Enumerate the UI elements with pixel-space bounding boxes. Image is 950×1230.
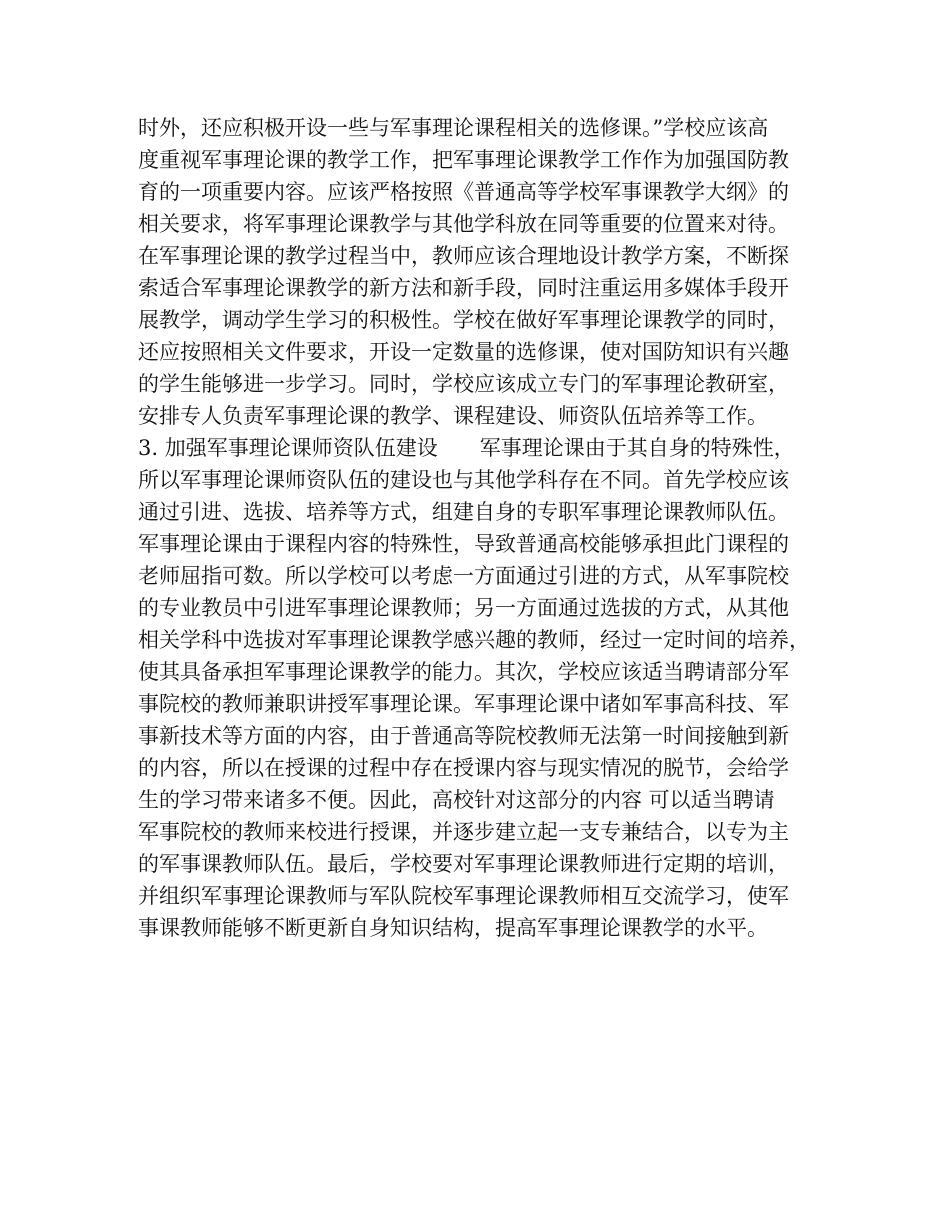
text-line: 事院校的教师兼职讲授军事理论课。军事理论课中诸如军事高科技、军	[138, 692, 789, 716]
text-line: 展教学，调动学生学习的积极性。学校在做好军事理论课教学的同时，	[138, 308, 789, 332]
text-line: 的内容，所以在授课的过程中存在授课内容与现实情况的脱节，会给学	[138, 756, 789, 780]
text-line: 索适合军事理论课教学的新方法和新手段，同时注重运用多媒体手段开	[138, 276, 789, 300]
text-line: 的学生能够进一步学习。同时，学校应该成立专门的军事理论教研室，	[138, 372, 789, 396]
text-line: 相关要求，将军事理论课教学与其他学科放在同等重要的位置来对待。	[138, 212, 789, 236]
text-line: 所以军事理论课师资队伍的建设也与其他学科存在不同。首先学校应该	[138, 468, 789, 492]
text-line: 育的一项重要内容。应该严格按照《普通高等学校军事课教学大纲》的	[138, 180, 789, 204]
text-line: 军事院校的教师来校进行授课，并逐步建立起一支专兼结合，以专为主	[138, 820, 789, 844]
text-line: 事新技术等方面的内容，由于普通高等院校教师无法第一时间接触到新	[138, 724, 789, 748]
text-line: 生的学习带来诸多不便。因此，高校针对这部分的内容 可以适当聘请	[138, 788, 775, 812]
text-line: 在军事理论课的教学过程当中，教师应该合理地设计教学方案，不断探	[138, 244, 789, 268]
text-line: 的专业教员中引进军事理论课教师；另一方面通过选拔的方式，从其他	[138, 596, 789, 620]
text-line: 的军事课教师队伍。最后，学校要对军事理论课教师进行定期的培训，	[138, 852, 789, 876]
text-line: 军事理论课由于课程内容的特殊性，导致普通高校能够承担此门课程的	[138, 532, 789, 556]
text-line: 事课教师能够不断更新自身知识结构，提高军事理论课教学的水平。	[138, 916, 768, 940]
text-line: 使其具备承担军事理论课教学的能力。其次，学校应该适当聘请部分军	[138, 660, 789, 684]
text-line: 时外，还应积极开设一些与军事理论课程相关的选修课。”学校应该高	[138, 116, 769, 140]
section-heading-line: 3. 加强军事理论课师资队伍建设 军事理论课由于其自身的特殊性，	[138, 436, 795, 460]
text-line: 安排专人负责军事理论课的教学、课程建设、师资队伍培养等工作。	[138, 404, 768, 428]
text-line: 通过引进、选拔、培养等方式，组建自身的专职军事理论课教师队伍。	[138, 500, 789, 524]
body-text	[138, 112, 828, 944]
text-line: 老师屈指可数。所以学校可以考虑一方面通过引进的方式，从军事院校	[138, 564, 789, 588]
text-line: 度重视军事理论课的教学工作，把军事理论课教学工作作为加强国防教	[138, 148, 789, 172]
text-line: 相关学科中选拔对军事理论课教学感兴趣的教师，经过一定时间的培养，	[138, 628, 810, 652]
text-line: 并组织军事理论课教师与军队院校军事理论课教师相互交流学习，使军	[138, 884, 789, 908]
text-line: 还应按照相关文件要求，开设一定数量的选修课，使对国防知识有兴趣	[138, 340, 789, 364]
